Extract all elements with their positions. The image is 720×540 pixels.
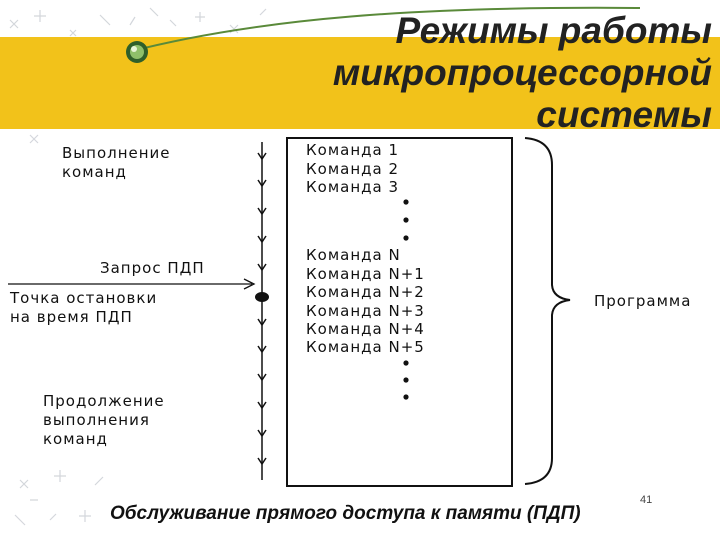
title-line-1: Режимы работы — [395, 10, 712, 51]
page-number: 41 — [640, 494, 653, 506]
command-item: Команда N+1 — [306, 265, 425, 283]
label-execution: Выполнение команд — [62, 144, 171, 181]
ellipsis-dots-top — [403, 199, 408, 240]
command-item: Команда N+4 — [306, 320, 425, 338]
label-program: Программа — [594, 292, 692, 310]
ellipsis-dots-bottom — [403, 360, 408, 399]
label-dma-request: Запрос ПДП — [100, 259, 205, 277]
command-item: Команда 1 — [306, 141, 400, 159]
command-item: Команда N+2 — [306, 283, 425, 301]
stop-point-dot — [255, 292, 269, 302]
label-stop-point: Точка остановки на время ПДП — [10, 289, 158, 326]
command-item: Команда 3 — [306, 178, 400, 196]
program-brace — [525, 138, 570, 484]
label-continuation: Продолжение выполнения команд — [43, 392, 165, 448]
title-line-2: микропроцессорной — [332, 52, 712, 93]
command-item: Команда N+3 — [306, 302, 425, 320]
command-item: Команда 2 — [306, 160, 400, 178]
command-item: Команда N — [306, 246, 401, 264]
command-item: Команда N+5 — [306, 338, 425, 356]
slide-caption: Обслуживание прямого доступа к памяти (ПДП) — [110, 503, 581, 524]
title-line-3: системы — [536, 94, 712, 130]
